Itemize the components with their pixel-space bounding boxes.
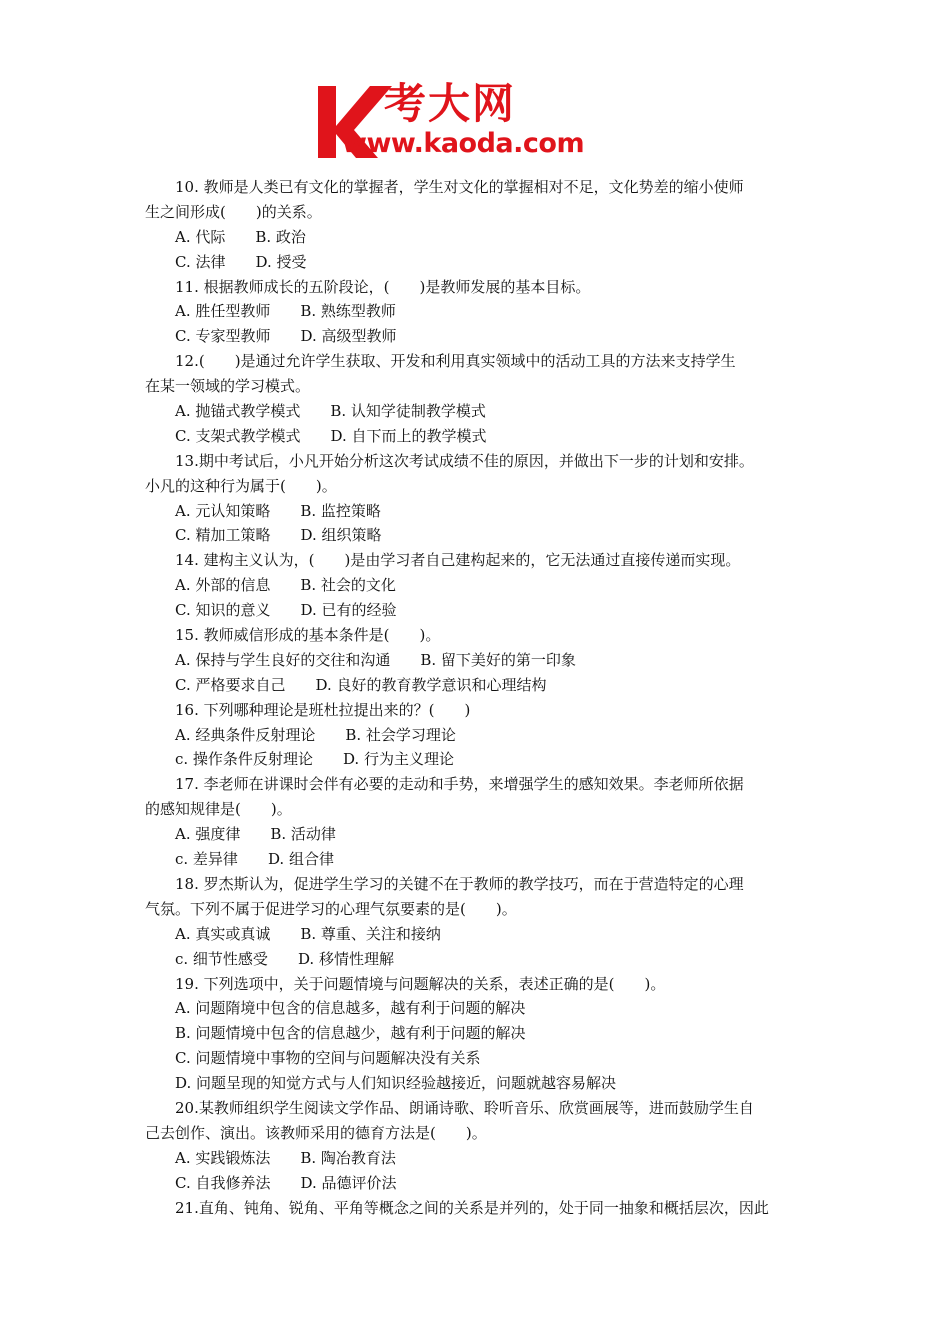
text-line: C. 支架式教学模式 D. 自下而上的教学模式 [175,426,487,445]
text-line: 18. 罗杰斯认为，促进学生学习的关键不在于教师的教学技巧，而在于营造特定的心理 [175,874,744,893]
text-line: C. 问题情境中事物的空间与问题解决没有关系 [175,1049,481,1068]
text-line: A. 真实或真诚 B. 尊重、关注和接纳 [175,924,441,943]
text-line: C. 专家型教师 D. 高级型教师 [175,327,397,346]
text-line: A. 外部的信息 B. 社会的文化 [175,576,396,595]
text-line: A. 代际 B. 政治 [175,227,306,246]
text-line: A. 保持与学生良好的交往和沟通 B. 留下美好的第一印象 [175,650,576,669]
text-line: C. 自我修养法 D. 品德评价法 [175,1173,397,1192]
text-line: c. 操作条件反射理论 D. 行为主义理论 [175,750,454,769]
logo-title: 考大网 [384,79,517,128]
text-line: 在某一领域的学习模式。 [145,377,311,396]
text-line: 16. 下列哪种理论是班杜拉提出来的？( ) [175,700,471,719]
text-line: 生之间形成( )的关系。 [145,202,322,221]
text-line: B. 问题情境中包含的信息越少，越有利于问题的解决 [175,1024,526,1043]
kaoda-logo [314,80,640,164]
text-line: A. 问题隋境中包含的信息越多，越有利于问题的解决 [175,999,526,1018]
text-line: A. 抛锚式教学模式 B. 认知学徒制教学模式 [175,402,486,421]
text-line: A. 元认知策略 B. 监控策略 [175,501,381,520]
text-line: C. 精加工策略 D. 组织策略 [175,526,382,545]
text-line: 小凡的这种行为属于( )。 [145,476,337,495]
text-line: 15. 教师威信形成的基本条件是( )。 [175,626,441,645]
text-line: 17. 李老师在讲课时会伴有必要的走动和手势，来增强学生的感知效果。李老师所依据 [175,775,744,794]
exam-questions [145,175,811,1220]
text-line: 14. 建构主义认为，( )是由学习者自己建构起来的，它无法通过直接传递而实现。 [175,551,741,570]
text-line: 11. 根据教师成长的五阶段论，( )是教师发展的基本目标。 [175,277,591,296]
text-line: A. 强度律 B. 活动律 [175,825,336,844]
text-line: 10. 教师是人类已有文化的掌握者，学生对文化的掌握相对不足，文化势差的缩小使师 [175,178,744,196]
text-line: 20.某教师组织学生阅读文学作品、朗诵诗歌、聆听音乐、欣赏画展等，进而鼓励学生自 [175,1098,754,1117]
text-line: C. 知识的意义 D. 已有的经验 [175,601,397,620]
text-line: 的感知规律是( )。 [145,800,292,819]
text-line: 己去创作、演出。该教师采用的德育方法是( )。 [145,1123,487,1142]
text-line: C. 严格要求自己 D. 良好的教育教学意识和心理结构 [175,675,547,694]
text-line: c. 差异律 D. 组合律 [175,850,334,869]
text-line: 12.( )是通过允许学生获取、开发和利用真实领域中的活动工具的方法来支持学生 [175,352,736,371]
text-line: 气氛。下列不属于促进学习的心理气氛要素的是( )。 [145,899,517,918]
text-line: 13.期中考试后，小凡开始分析这次考试成绩不佳的原因，并做出下一步的计划和安排。 [175,451,754,470]
text-line: c. 细节性感受 D. 移情性理解 [175,949,394,968]
text-line: D. 问题呈现的知觉方式与人们知识经验越接近，问题就越容易解决 [175,1074,617,1093]
text-line: C. 法律 D. 授受 [175,252,307,271]
text-line: A. 胜任型教师 B. 熟练型教师 [175,302,396,321]
text-line: A. 经典条件反射理论 B. 社会学习理论 [175,725,456,744]
text-line: A. 实践锻炼法 B. 陶冶教育法 [175,1148,396,1167]
logo-url: www.kaoda.com [342,128,585,159]
text-line: 21.直角、钝角、锐角、平角等概念之间的关系是并列的，处于同一抽象和概括层次，因此 [175,1198,769,1217]
text-line: 19. 下列选项中，关于问题情境与问题解决的关系，表述正确的是( )。 [175,974,666,993]
